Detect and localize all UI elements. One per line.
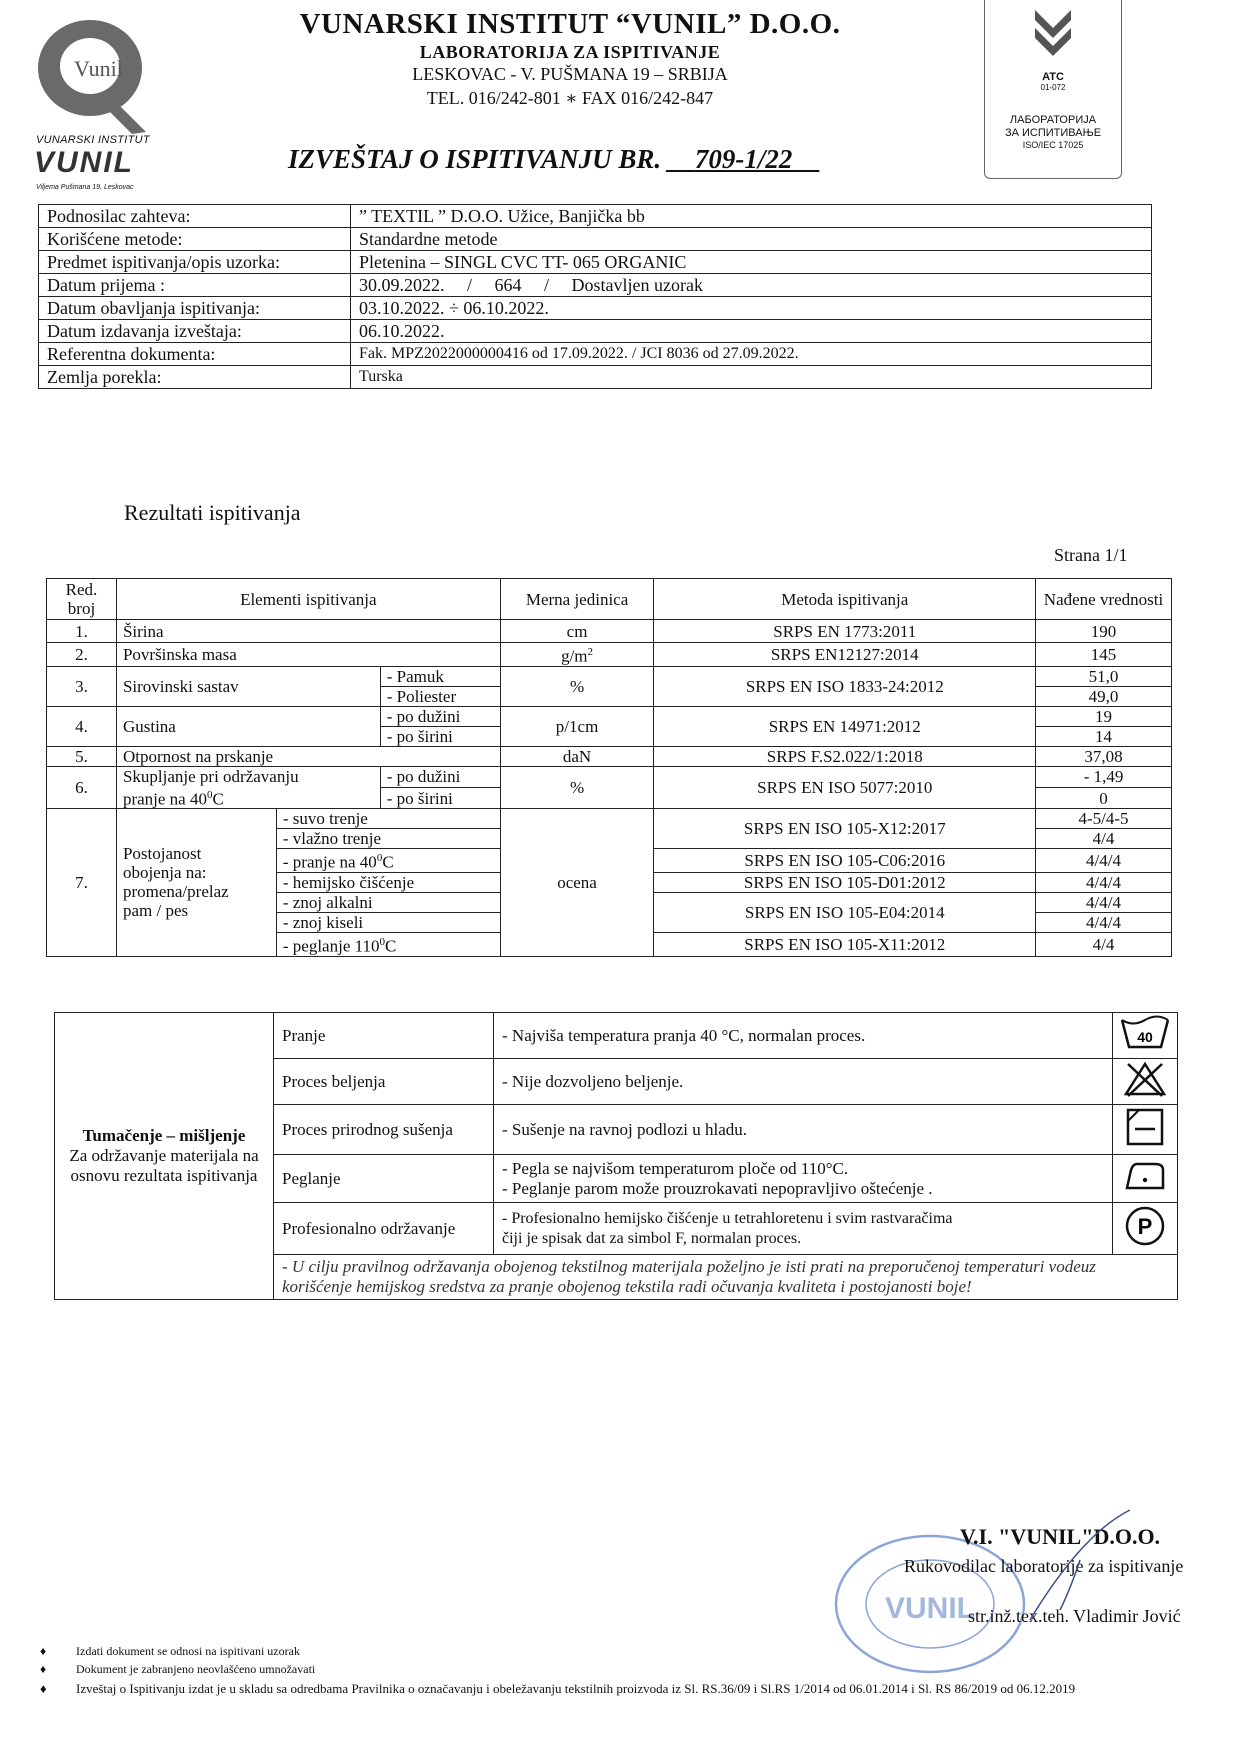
table-row	[47, 766, 1172, 787]
table-cell: - vlažno trenje	[276, 829, 500, 849]
info-row	[39, 251, 1152, 274]
signature-company: V.I. "VUNIL"D.O.O.	[960, 1524, 1161, 1549]
table-cell: 4.	[47, 706, 117, 746]
table-cell: 4-5/4-5	[1036, 809, 1172, 829]
results-title: Rezultati ispitivanja	[124, 500, 301, 525]
info-value: Turska	[351, 366, 1152, 389]
table-cell: 6.	[47, 766, 117, 809]
table-cell: cm	[500, 620, 654, 643]
table-cell: - pranje na $40^0C$	[276, 849, 500, 873]
info-label: Podnosilac zahteva:	[39, 205, 351, 228]
table-cell	[1113, 1105, 1178, 1155]
table-cell: 37,08	[1036, 746, 1172, 766]
table-cell: 4/4	[1036, 829, 1172, 849]
results-table	[46, 578, 1172, 957]
info-row	[39, 320, 1152, 343]
svg-text:P: P	[1137, 1214, 1153, 1239]
table-cell	[1113, 1013, 1178, 1059]
report-number: 709-1/22	[694, 144, 793, 174]
page-number: Strana 1/1	[1054, 545, 1128, 565]
info-value: Fak. MPZ2022000000416 od 17.09.2022. / JCI 8036 od 27.09.2022.	[351, 343, 1152, 366]
dry-clean-p-icon	[1124, 1205, 1166, 1247]
footer-note: ♦ Izdati dokument se odnosi na ispitivani uzorak	[40, 1644, 300, 1658]
footer-note: ♦ Dokument je zabranjeno neovlašćeno umnožavati	[40, 1662, 316, 1676]
info-row	[39, 205, 1152, 228]
table-cell: $g/m^2$	[500, 643, 654, 667]
table-cell: SRPS EN ISO 5077:2010	[654, 766, 1036, 809]
info-row	[39, 228, 1152, 251]
table-cell: Postojanost obojenja na: promena/prelaz pam / pes	[116, 809, 276, 956]
table-cell: - Profesionalno hemijsko čišćenje u tetrahloretenu i svim rastvaračima čiji je spisak dat za simbol F, normalan proces.	[494, 1203, 1113, 1255]
table-cell: - 1,49	[1036, 766, 1172, 787]
table-cell: - po širini	[380, 787, 500, 808]
info-label: Zemlja porekla:	[39, 366, 351, 389]
report-title: IZVEŠTAJ O ISPITIVANJU BR. __709-1/22__	[288, 144, 820, 174]
info-row	[39, 297, 1152, 320]
table-cell: Proces prirodnog sušenja	[274, 1105, 494, 1155]
table-cell: - znoj alkalni	[276, 892, 500, 912]
table-cell: Peglanje	[274, 1155, 494, 1203]
table-cell: Otpornost na prskanje	[116, 746, 500, 766]
logo-text: Vunil	[74, 56, 123, 81]
info-label: Referentna dokumenta:	[39, 343, 351, 366]
atc-logo-icon	[1023, 6, 1083, 66]
table-row	[47, 666, 1172, 686]
table-cell: - hemijsko čišćenje	[276, 872, 500, 892]
info-value: 03.10.2022. ÷ 06.10.2022.	[351, 297, 1152, 320]
stamp-text: VUNIL	[885, 1592, 975, 1625]
table-cell: SRPS EN12127:2014	[654, 643, 1036, 667]
table-cell: 7.	[47, 809, 117, 956]
iron-low-icon	[1123, 1160, 1167, 1192]
table-cell: p/1cm	[500, 706, 654, 746]
table-cell: - po dužini	[380, 706, 500, 726]
wash-40-icon	[1119, 1015, 1171, 1051]
table-cell: 4/4	[1036, 932, 1172, 956]
info-value: ” TEXTIL ” D.O.O. Užice, Banjička bb	[351, 205, 1152, 228]
atc-line3: ISO/IEC 17025	[1022, 140, 1084, 150]
table-cell: - po dužini	[380, 766, 500, 787]
table-cell: 3.	[47, 666, 117, 706]
table-cell: Širina	[116, 620, 500, 643]
table-cell: Profesionalno održavanje	[274, 1203, 494, 1255]
table-cell: Sirovinski sastav	[116, 666, 380, 706]
info-value: Pletenina – SINGL CVC TT- 065 ORGANIC	[351, 251, 1152, 274]
table-cell	[1113, 1059, 1178, 1105]
table-cell: - Nije dozvoljeno beljenje.	[494, 1059, 1113, 1105]
info-label: Datum prijema :	[39, 274, 351, 297]
atc-line1: ЛАБОРАТОРИЈА	[1009, 114, 1097, 126]
table-cell: 190	[1036, 620, 1172, 643]
table-cell: 145	[1036, 643, 1172, 667]
table-row	[47, 809, 1172, 829]
info-row	[39, 343, 1152, 366]
table-cell	[1113, 1203, 1178, 1255]
table-cell: 51,0	[1036, 666, 1172, 686]
table-row	[47, 643, 1172, 667]
care-interpretation-table	[54, 1012, 1178, 1300]
table-cell: SRPS EN 1773:2011	[654, 620, 1036, 643]
institute-title: VUNARSKI INSTITUT “VUNIL” D.O.O.	[299, 8, 841, 40]
sample-info-table	[38, 204, 1152, 389]
info-value: 30.09.2022. / 664 / Dostavljen uzorak	[351, 274, 1152, 297]
table-cell: 14	[1036, 726, 1172, 746]
table-cell: SRPS EN 14971:2012	[654, 706, 1036, 746]
header-no: Red. broj	[47, 579, 117, 620]
table-cell: 5.	[47, 746, 117, 766]
info-label: Korišćene metode:	[39, 228, 351, 251]
header-method: Metoda ispitivanja	[654, 579, 1036, 620]
atc-code: ATC	[1042, 71, 1064, 83]
table-cell: Površinska masa	[116, 643, 500, 667]
table-cell: Gustina	[116, 706, 380, 746]
signature-name: str.inž.tex.teh. Vladimir Jović	[968, 1606, 1181, 1626]
table-cell: %	[500, 766, 654, 809]
dry-flat-shade-icon	[1125, 1107, 1165, 1147]
table-cell: 4/4/4	[1036, 872, 1172, 892]
table-row	[47, 706, 1172, 726]
table-cell: - po širini	[380, 726, 500, 746]
results-header-row	[47, 579, 1172, 620]
header-unit: Merna jedinica	[500, 579, 654, 620]
table-cell: SRPS F.S2.022/1:2018	[654, 746, 1036, 766]
table-cell: - Poliester	[380, 686, 500, 706]
table-cell: SRPS EN ISO 1833-24:2012	[654, 666, 1036, 706]
table-cell: SRPS EN ISO 105-D01:2012	[654, 872, 1036, 892]
table-cell: 49,0	[1036, 686, 1172, 706]
table-cell: 1.	[47, 620, 117, 643]
table-cell: - Pegla se najvišom temperaturom ploče od 110°C. - Peglanje parom može prouzrokavati nepopravljivo oštećenje .	[494, 1155, 1113, 1203]
accreditation-badge	[984, 0, 1122, 179]
table-row	[47, 620, 1172, 643]
institute-phone: TEL. 016/242-801 ∗ FAX 016/242-847	[426, 88, 714, 108]
atc-line2: ЗА ИСПИТИВАЊЕ	[1004, 127, 1102, 139]
header-element: Elementi ispitivanja	[116, 579, 500, 620]
institute-address: LESKOVAC - V. PUŠMANA 19 – SRBIJA	[412, 64, 728, 84]
table-cell: daN	[500, 746, 654, 766]
info-value: Standardne metode	[351, 228, 1152, 251]
table-cell: 4/4/4	[1036, 912, 1172, 932]
table-cell: SRPS EN ISO 105-X12:2017	[654, 809, 1036, 849]
info-label: Datum izdavanja izveštaja:	[39, 320, 351, 343]
table-cell: 0	[1036, 787, 1172, 808]
table-row	[47, 746, 1172, 766]
table-cell: - suvo trenje	[276, 809, 500, 829]
svg-text:40: 40	[1137, 1029, 1153, 1045]
table-cell: 4/4/4	[1036, 892, 1172, 912]
table-cell: - Najviša temperatura pranja 40 °C, normalan proces.	[494, 1013, 1113, 1059]
info-label: Predmet ispitivanja/opis uzorka:	[39, 251, 351, 274]
table-cell: SRPS EN ISO 105-C06:2016	[654, 849, 1036, 873]
institute-logo	[28, 8, 158, 138]
info-row	[39, 274, 1152, 297]
care-note: - U cilju pravilnog održavanja obojenog tekstilnog materijala poželjno je isti prati na preporučenoj temperaturi vodeuz korišćenje hemijskog sredstva za pranje obojenog tekstila radi očuvanja kvaliteta i postojanosti boje!	[274, 1255, 1178, 1300]
brand-address: Viljema Pušmana 19, Leskovac	[36, 184, 134, 191]
brand-big: VUNIL	[34, 146, 134, 179]
info-label: Datum obavljanja ispitivanja:	[39, 297, 351, 320]
care-row	[55, 1013, 1178, 1059]
table-cell: Skupljanje pri održavanju pranje na $40^0C$	[116, 766, 380, 809]
info-row	[39, 366, 1152, 389]
info-value: 06.10.2022.	[351, 320, 1152, 343]
lab-name: LABORATORIJA ZA ISPITIVANJE	[419, 42, 721, 62]
table-cell: - znoj kiseli	[276, 912, 500, 932]
signature-role: Rukovodilac laboratorije za ispitivanje	[904, 1556, 1184, 1576]
footer-note: ♦ Izveštaj o Ispitivanju izdat je u skladu sa odredbama Pravilnika o označavanju i obeležavanju tekstilnih proizvoda iz Sl. RS.36/09 i Sl.RS 1/2014 od 06.01.2014 i Sl. RS 86/2019 od 06.12.2019	[40, 1681, 1076, 1696]
table-cell: Pranje	[274, 1013, 494, 1059]
table-cell: 19	[1036, 706, 1172, 726]
table-cell: SRPS EN ISO 105-E04:2014	[654, 892, 1036, 932]
table-cell	[1113, 1155, 1178, 1203]
atc-number: 01-072	[1040, 83, 1066, 92]
header-value: Nađene vrednosti	[1036, 579, 1172, 620]
table-cell: - Pamuk	[380, 666, 500, 686]
table-cell: Proces beljenja	[274, 1059, 494, 1105]
table-cell: - Sušenje na ravnoj podlozi u hladu.	[494, 1105, 1113, 1155]
brand-small: VUNARSKI INSTITUT	[36, 134, 150, 146]
table-cell: ocena	[500, 809, 654, 956]
table-cell: SRPS EN ISO 105-X11:2012	[654, 932, 1036, 956]
table-cell: 2.	[47, 643, 117, 667]
table-cell: 4/4/4	[1036, 849, 1172, 873]
table-cell: - peglanje $110^0C$	[276, 932, 500, 956]
interpretation-heading: Tumačenje – mišljenje Za održavanje materijala na osnovu rezultata ispitivanja	[55, 1013, 274, 1300]
table-cell: %	[500, 666, 654, 706]
no-bleach-icon	[1123, 1061, 1167, 1097]
handwritten-signature	[1020, 1500, 1160, 1630]
